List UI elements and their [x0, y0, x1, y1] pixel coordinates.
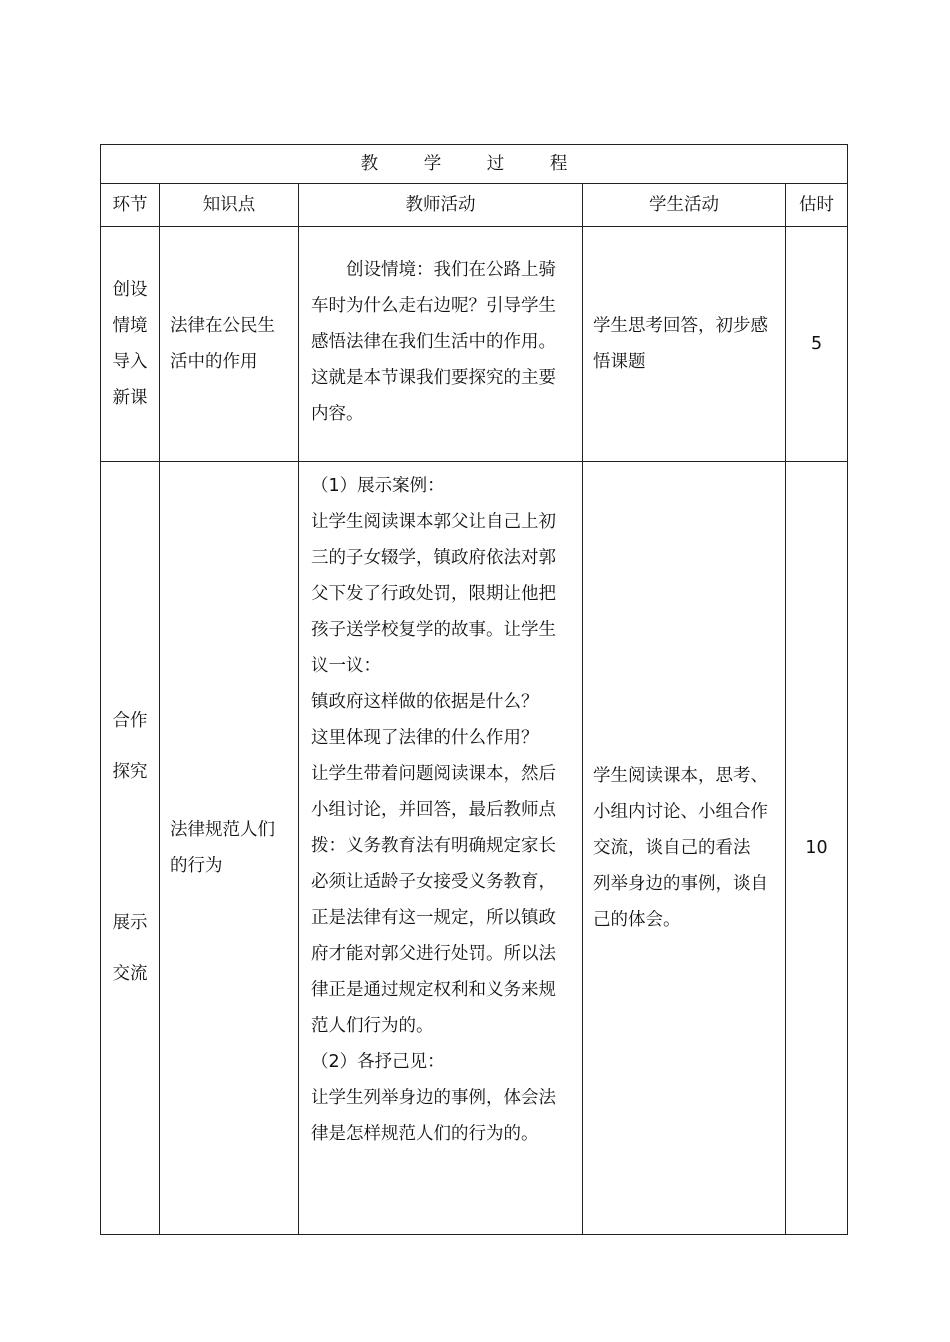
- table-row: [101, 462, 848, 1235]
- header-stage: 环节: [101, 184, 160, 227]
- stage-line: 交流: [112, 964, 148, 984]
- teacher-paragraph: 让学生带着问题阅读课本，然后小组讨论，并回答，最后教师点拨：义务教育法有明确规定家长必须让适龄子女接受义务教育，正是法律有这一规定，所以镇政府才能对郭父进行处罚。所以法律正是通过规定权利和义务来规范人们行为的。: [311, 764, 556, 1036]
- student-activity-cell: 学生思考回答，初步感悟课题: [583, 227, 786, 462]
- teacher-paragraph: 让学生阅读课本郭父让自己上初三的子女辍学，镇政府依法对郭父下发了行政处罚，限期让他把孩子送学校复学的故事。让学生议一议：: [311, 512, 556, 676]
- stage-line: 情境: [112, 316, 148, 336]
- teacher-paragraph: 创设情境：我们在公路上骑车时为什么走右边呢？引导学生感悟法律在我们生活中的作用。这就是本节课我们要探究的主要内容。: [311, 260, 556, 424]
- stage-line: 创设: [112, 280, 148, 300]
- student-paragraph: 学生阅读课本，思考、小组内讨论、小组合作交流，谈自己的看法: [593, 766, 768, 858]
- stage-cell: [101, 227, 160, 462]
- header-teacher-activity: 教师活动: [299, 184, 583, 227]
- table-title: 教 学 过 程: [101, 145, 848, 184]
- stage-line: 导入: [112, 352, 148, 372]
- student-activity-cell: [583, 462, 786, 1235]
- stage-line: 展示: [112, 913, 148, 933]
- teacher-paragraph: 这里体现了法律的什么作用？: [311, 728, 539, 748]
- stage-line: 合作: [112, 711, 148, 731]
- knowledge-cell: 法律规范人们的行为: [160, 462, 299, 1235]
- header-time: 估时: [786, 184, 848, 227]
- teaching-process-table: [100, 144, 848, 1235]
- teacher-activity-cell: [299, 462, 583, 1235]
- time-cell: 5: [786, 227, 848, 462]
- stage-line: 探究: [112, 762, 148, 782]
- teacher-paragraph: 让学生列举身边的事例，体会法律是怎样规范人们的行为的。: [311, 1088, 556, 1144]
- stage-line: 新课: [112, 388, 148, 408]
- teacher-paragraph: 镇政府这样做的依据是什么？: [311, 692, 539, 712]
- stage-spacer: [101, 798, 159, 898]
- student-paragraph: 列举身边的事例，谈自己的体会。: [593, 874, 768, 930]
- teacher-paragraph: （1）展示案例：: [311, 476, 445, 496]
- stage-cell: [101, 462, 160, 1235]
- teacher-activity-cell: [299, 227, 583, 462]
- teacher-paragraph: （2）各抒己见：: [311, 1052, 445, 1072]
- knowledge-cell: 法律在公民生活中的作用: [160, 227, 299, 462]
- header-student-activity: 学生活动: [583, 184, 786, 227]
- time-cell: 10: [786, 462, 848, 1235]
- table-row: [101, 227, 848, 462]
- header-knowledge: 知识点: [160, 184, 299, 227]
